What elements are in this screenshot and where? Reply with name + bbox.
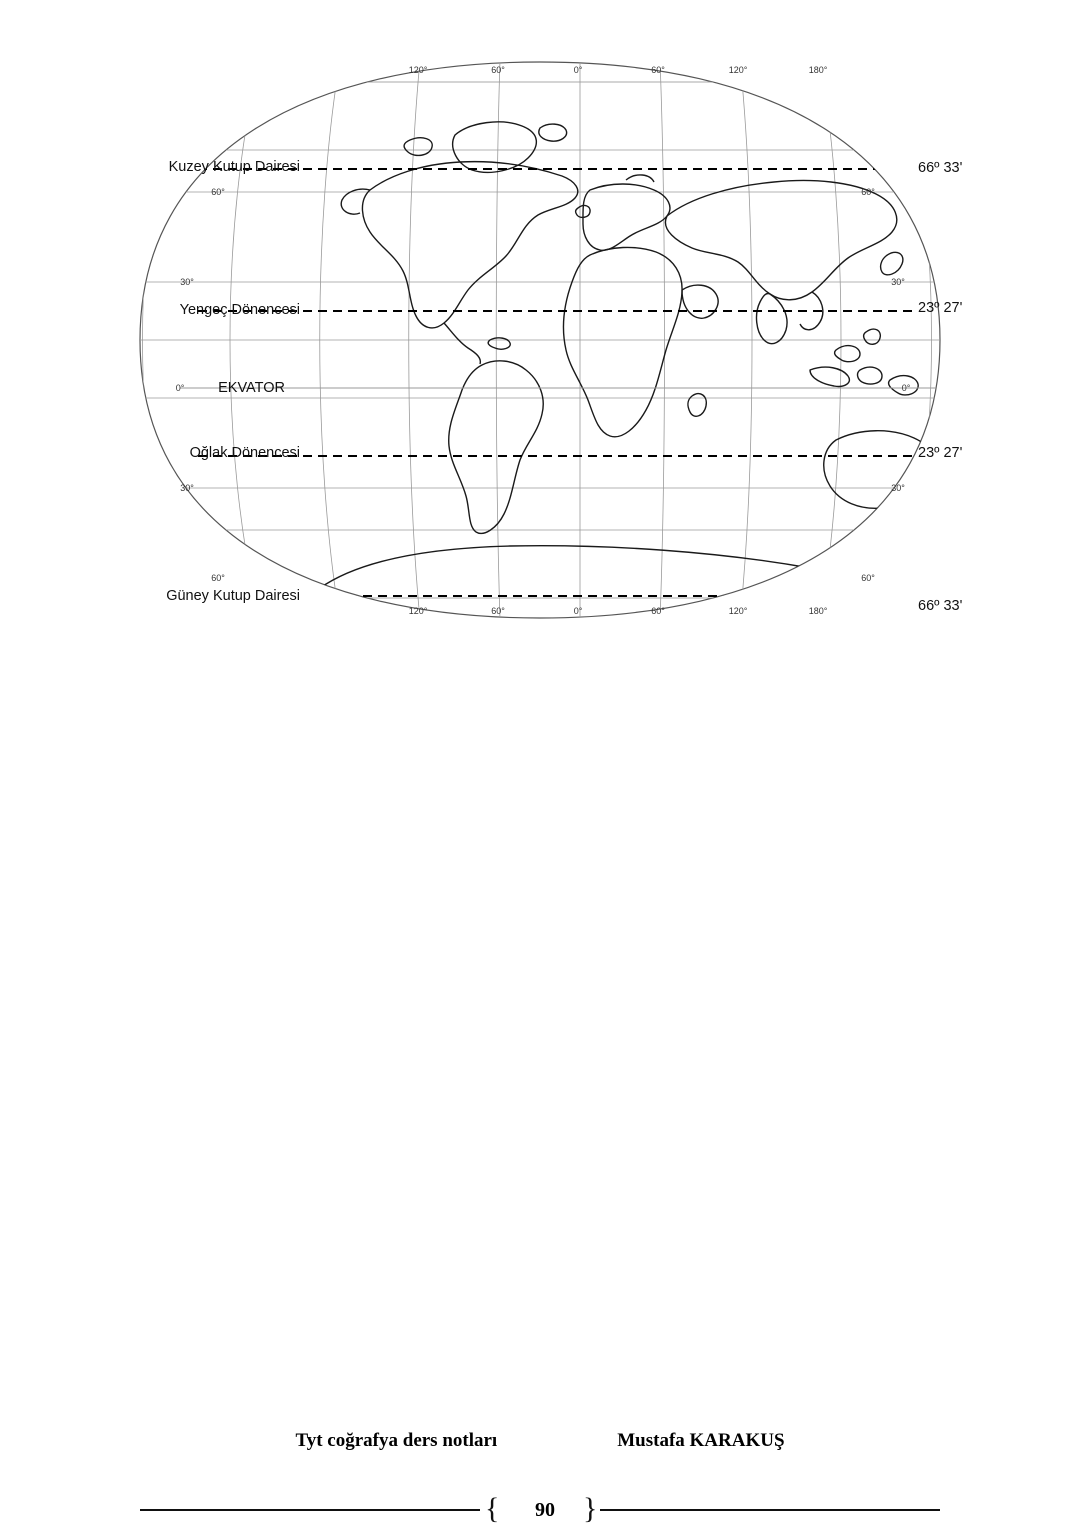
lat-tick-left-30s: 30°: [180, 483, 194, 493]
lon-tick-top-120w: 120°: [408, 65, 428, 75]
brace-close-icon: }: [583, 1492, 598, 1525]
value-tropic-of-cancer: 23º 27': [918, 300, 963, 316]
lat-tick-left-0: 0°: [175, 383, 185, 393]
lat-tick-left-60n: 60°: [211, 187, 225, 197]
lon-tick-top-0: 0°: [573, 65, 583, 75]
value-arctic-circle: 66º 33': [918, 160, 963, 176]
label-antarctic-circle: Güney Kutup Dairesi: [166, 588, 300, 604]
lat-tick-right-30s: 30°: [891, 483, 905, 493]
label-equator: EKVATOR: [218, 380, 285, 396]
lat-tick-right-0: 0°: [901, 383, 911, 393]
page-number: 90: [535, 1499, 555, 1521]
world-map-svg: [70, 40, 1010, 640]
lat-tick-left-60s: 60°: [211, 573, 225, 583]
lon-tick-top-180: 180°: [808, 65, 828, 75]
footer-divider-left: [140, 1509, 480, 1511]
footer-titles: [0, 1430, 1080, 1452]
lon-tick-top-60w: 60°: [491, 65, 505, 75]
lon-tick-bottom-60e: 60°: [651, 606, 665, 616]
footer-left-title: Tyt coğrafya ders notları: [295, 1430, 498, 1451]
footer-right-title: Mustafa KARAKUŞ: [617, 1430, 785, 1451]
label-arctic-circle: Kuzey Kutup Dairesi: [168, 159, 300, 175]
lon-tick-bottom-180: 180°: [808, 606, 828, 616]
footer-divider-right: [600, 1509, 940, 1511]
lon-tick-top-60e: 60°: [651, 65, 665, 75]
lon-tick-bottom-0: 0°: [573, 606, 583, 616]
world-map-figure: [70, 40, 1010, 640]
lat-tick-right-60s: 60°: [861, 573, 875, 583]
lon-tick-top-120e: 120°: [728, 65, 748, 75]
page-footer: [0, 1430, 1080, 1526]
value-antarctic-circle: 66º 33': [918, 598, 963, 614]
label-tropic-of-capricorn: Oğlak Dönencesi: [189, 445, 300, 461]
brace-open-icon: {: [485, 1492, 500, 1525]
lat-tick-right-30n: 30°: [891, 277, 905, 287]
footer-divider: [140, 1494, 940, 1524]
value-tropic-of-capricorn: 23º 27': [918, 445, 963, 461]
lat-tick-right-60n: 60°: [861, 187, 875, 197]
label-tropic-of-cancer: Yengeç Dönencesi: [179, 302, 300, 318]
lon-tick-bottom-120w: 120°: [408, 606, 428, 616]
lat-tick-left-30n: 30°: [180, 277, 194, 287]
lon-tick-bottom-60w: 60°: [491, 606, 505, 616]
lon-tick-bottom-120e: 120°: [728, 606, 748, 616]
